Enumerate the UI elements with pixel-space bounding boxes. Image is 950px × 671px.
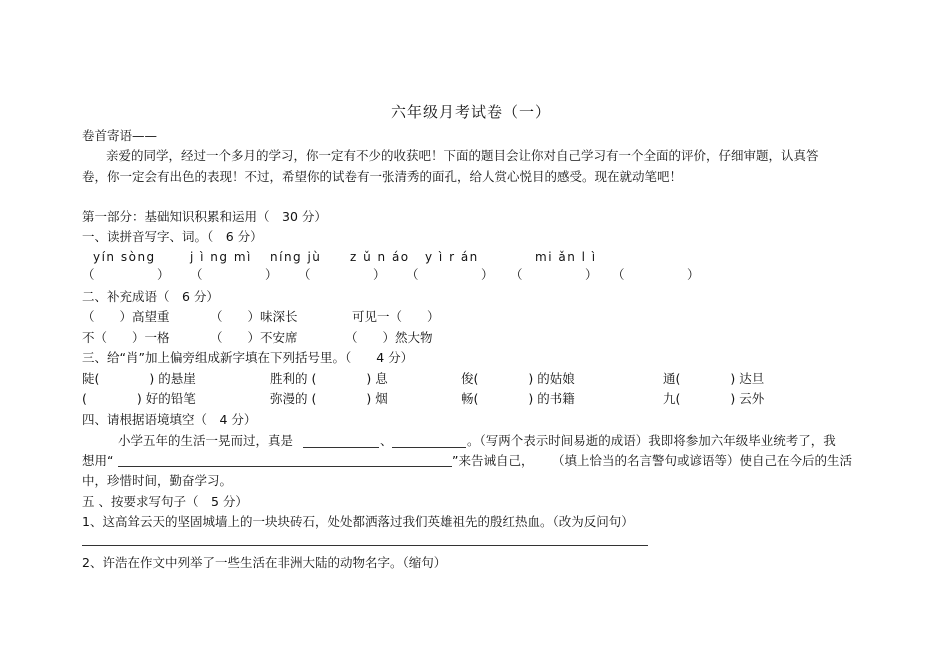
q2-idiom-2[interactable]: （ ）味深长 [210,309,298,324]
q3-item-3[interactable]: 俊( ) 的姑娘 [461,371,575,386]
q3-heading: 三、给“肖”加上偏旁组成新字填在下列括号里。（ 4 分） [82,350,414,365]
q3-item-4[interactable]: 通( ) 达旦 [663,371,765,386]
q3-item-8[interactable]: 九( ) 云外 [663,391,765,406]
q5-heading: 五 、按要求写句子（ 5 分） [82,494,248,509]
preface-line-1: 亲爱的同学，经过一个多月的学习，你一定有不少的收获吧！下面的题目会让你对自己学习有一个全面的评价，仔细审题，认真答 [106,148,819,163]
q1-pinyin-1: yín sòng [93,250,156,264]
q3-item-5[interactable]: ( ) 好的铅笔 [82,391,196,406]
q1-answer-4[interactable]: （ ） [406,267,494,282]
q2-idiom-4[interactable]: 不（ ）一格 [82,330,170,345]
q3-item-6[interactable]: 弥漫的 ( ) 烟 [270,391,388,406]
q3-item-2[interactable]: 胜利的 ( ) 息 [270,371,388,386]
q1-heading: 一、读拼音写字、词。（ 6 分） [82,229,263,244]
q2-idiom-6[interactable]: （ ）然大物 [345,330,433,345]
q1-answer-6[interactable]: （ ） [612,267,700,282]
q3-item-7[interactable]: 畅( ) 的书籍 [461,391,575,406]
q5-item-1: 1、这高耸云天的坚固城墙上的一块块砖石，处处都洒落过我们英雄祖先的殷红热血。（改为反问句） [82,514,634,529]
q4-heading: 四、请根据语境填空（ 4 分） [82,412,257,427]
q1-answer-3[interactable]: （ ） [298,267,386,282]
q1-pinyin-6: mi ǎn l ì [535,250,597,264]
q2-idiom-1[interactable]: （ ）高望重 [82,309,170,324]
q4-line2-text-b: ”来告诫自己， [452,453,534,468]
q5-answer-line-1[interactable] [82,545,648,546]
q4-blank-1[interactable] [303,447,379,448]
q4-line1-text-b: 。（写两个表示时间易逝的成语）我即将参加六年级毕业统考了，我 [467,433,836,448]
q4-line1-separator: 、 [380,433,393,448]
q4-blank-2[interactable] [392,447,466,448]
q5-item-2: 2、许浩在作文中列举了一些生活在非洲大陆的动物名字。（缩句） [82,555,447,570]
q4-blank-3[interactable] [118,466,452,467]
q2-heading: 二、补充成语（ 6 分） [82,289,219,304]
preface-heading: 卷首寄语—— [82,128,158,143]
q1-pinyin-3: níng jù [270,250,322,264]
q1-pinyin-5: y ì r án [425,250,479,264]
q1-answer-1[interactable]: （ ） [82,267,170,282]
q2-idiom-5[interactable]: （ ）不安席 [210,330,298,345]
q4-line2-text-a: 想用“ [82,453,114,468]
q1-answer-5[interactable]: （ ） [510,267,598,282]
q4-line3: 中，珍惜时间，勤奋学习。 [82,473,233,488]
preface-line-2: 卷，你一定会有出色的表现！不过，希望你的试卷有一张清秀的面孔，给人赏心悦目的感受。现在就动笔吧！ [82,169,683,184]
q1-answer-2[interactable]: （ ） [190,267,278,282]
q3-item-1[interactable]: 陡( ) 的悬崖 [82,371,196,386]
q4-line1-text-a: 小学五年的生活一晃而过，真是 [118,433,294,448]
part1-heading: 第一部分：基础知识积累和运用（ 30 分） [82,209,327,224]
q4-line2-text-c: （填上恰当的名言警句或谚语等）使自己在今后的生活 [552,453,853,468]
q1-pinyin-2: j ì ng mì [190,250,252,264]
page-title: 六年级月考试卷（一） [391,103,552,121]
q1-pinyin-4: z ǔ n áo [350,250,410,264]
q2-idiom-3[interactable]: 可见一（ ） [352,309,440,324]
